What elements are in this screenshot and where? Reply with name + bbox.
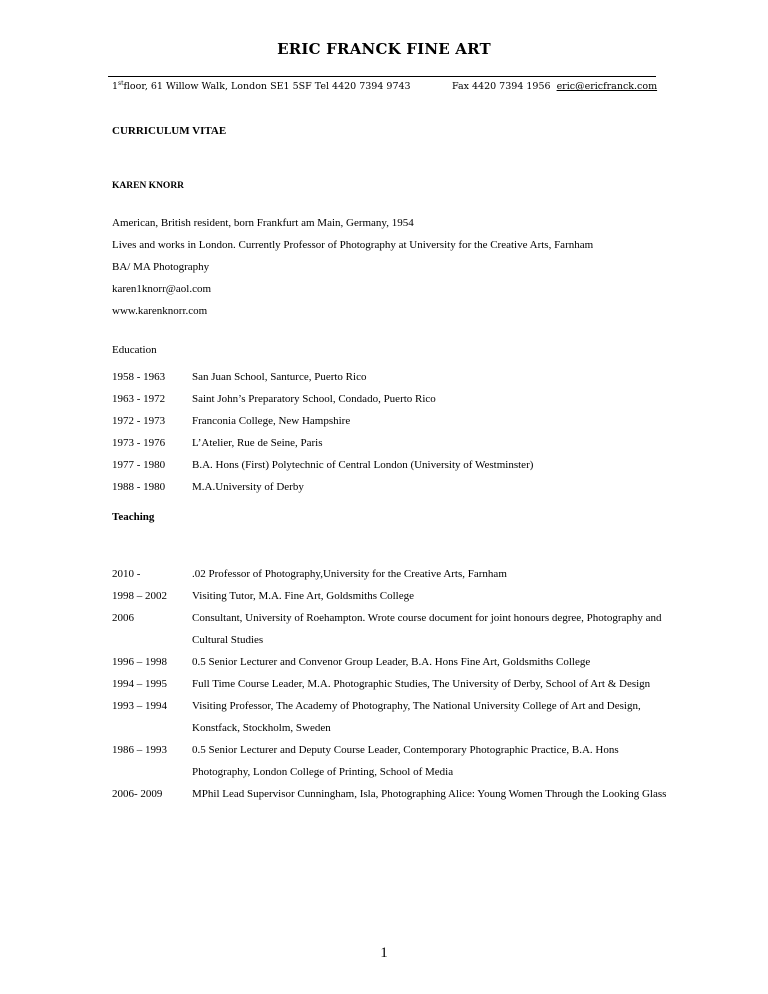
- letterhead-fax: Fax 4420 7394 1956: [452, 81, 551, 93]
- bio-current-position: Lives and works in London. Currently Professor of Photography at University for the Creative Arts, Farnham: [112, 239, 594, 251]
- artist-name: KAREN KNORR: [112, 181, 185, 191]
- entry-dates: 1996 – 1998: [112, 656, 167, 668]
- education-entry: [112, 388, 672, 410]
- teaching-heading: Teaching: [112, 511, 155, 523]
- page-number: 1: [380, 945, 388, 961]
- entry-dates: 1973 - 1976: [112, 437, 166, 449]
- entry-dates: 2010 -: [112, 568, 141, 580]
- entry-description: MPhil Lead Supervisor Cunningham, Isla, Photographing Alice: Young Women Through the Looking Glass: [192, 788, 667, 800]
- entry-description: Saint John’s Preparatory School, Condado, Puerto Rico: [192, 393, 436, 405]
- entry-description: 0.5 Senior Lecturer and Convenor Group Leader, B.A. Hons Fine Art, Goldsmiths College: [192, 656, 591, 668]
- letterhead-top-rule: [108, 76, 656, 77]
- entry-description: .02 Professor of Photography,University for the Creative Arts, Farnham: [192, 568, 507, 580]
- entry-description: Consultant, University of Roehampton. Wrote course document for joint honours degree, Photography and Cultural Studies: [192, 612, 662, 646]
- entry-description: San Juan School, Santurce, Puerto Rico: [192, 371, 367, 383]
- entry-description: Visiting Tutor, M.A. Fine Art, Goldsmiths College: [192, 590, 414, 602]
- bio-degrees: BA/ MA Photography: [112, 261, 210, 273]
- entry-description: Full Time Course Leader, M.A. Photographic Studies, The University of Derby, School of Art & Design: [192, 678, 651, 690]
- teaching-entry: [112, 607, 672, 651]
- teaching-entry: [112, 739, 672, 783]
- teaching-entry: [112, 651, 672, 673]
- education-entry: [112, 476, 672, 498]
- teaching-entry: [112, 695, 672, 739]
- letterhead-address: [112, 80, 452, 92]
- address-number: 1: [112, 81, 119, 93]
- education-list: [112, 366, 672, 498]
- cv-title: CURRICULUM VITAE: [112, 125, 227, 137]
- bio-website: www.karenknorr.com: [112, 305, 208, 317]
- entry-dates: 1963 - 1972: [112, 393, 166, 405]
- entry-dates: 1977 - 1980: [112, 459, 166, 471]
- bio-email: karen1knorr@aol.com: [112, 283, 212, 295]
- letterhead-contact-line: [112, 80, 656, 92]
- education-entry: [112, 410, 672, 432]
- entry-description: Visiting Professor, The Academy of Photography, The National University College of Art and Design, Konstfack, Stockholm, Sweden: [192, 700, 641, 734]
- bio-block: [112, 212, 672, 322]
- entry-description: 0.5 Senior Lecturer and Deputy Course Leader, Contemporary Photographic Practice, B.A. Hons Photography, London College of Printing, School of Media: [192, 744, 619, 778]
- entry-dates: 1986 – 1993: [112, 744, 167, 756]
- education-entry: [112, 454, 672, 476]
- entry-dates: 2006: [112, 612, 134, 624]
- education-entry: [112, 366, 672, 388]
- entry-dates: 2006- 2009: [112, 788, 163, 800]
- entry-dates: 1972 - 1973: [112, 415, 166, 427]
- entry-dates: 1994 – 1995: [112, 678, 167, 690]
- education-entry: [112, 432, 672, 454]
- bio-nationality: American, British resident, born Frankfurt am Main, Germany, 1954: [112, 217, 414, 229]
- entry-description: L’Atelier, Rue de Seine, Paris: [192, 437, 323, 449]
- entry-description: M.A.University of Derby: [192, 481, 304, 493]
- education-heading: Education: [112, 344, 157, 356]
- address-superscript: st: [118, 80, 124, 87]
- teaching-entry: [112, 673, 672, 695]
- teaching-list: [112, 563, 672, 805]
- teaching-entry: [112, 563, 672, 585]
- entry-dates: 1993 – 1994: [112, 700, 167, 712]
- entry-dates: 1998 – 2002: [112, 590, 167, 602]
- entry-description: B.A. Hons (First) Polytechnic of Central London (University of Westminster): [192, 459, 534, 471]
- entry-description: Franconia College, New Hampshire: [192, 415, 351, 427]
- teaching-entry: [112, 585, 672, 607]
- letterhead-title: ERIC FRANCK FINE ART: [277, 40, 491, 58]
- entry-dates: 1988 - 1980: [112, 481, 166, 493]
- teaching-entry: [112, 783, 672, 805]
- address-rest: floor, 61 Willow Walk, London SE1 5SF Tel 4420 7394 9743: [123, 81, 411, 93]
- letterhead-email-link[interactable]: eric@ericfranck.com: [556, 81, 658, 93]
- entry-dates: 1958 - 1963: [112, 371, 166, 383]
